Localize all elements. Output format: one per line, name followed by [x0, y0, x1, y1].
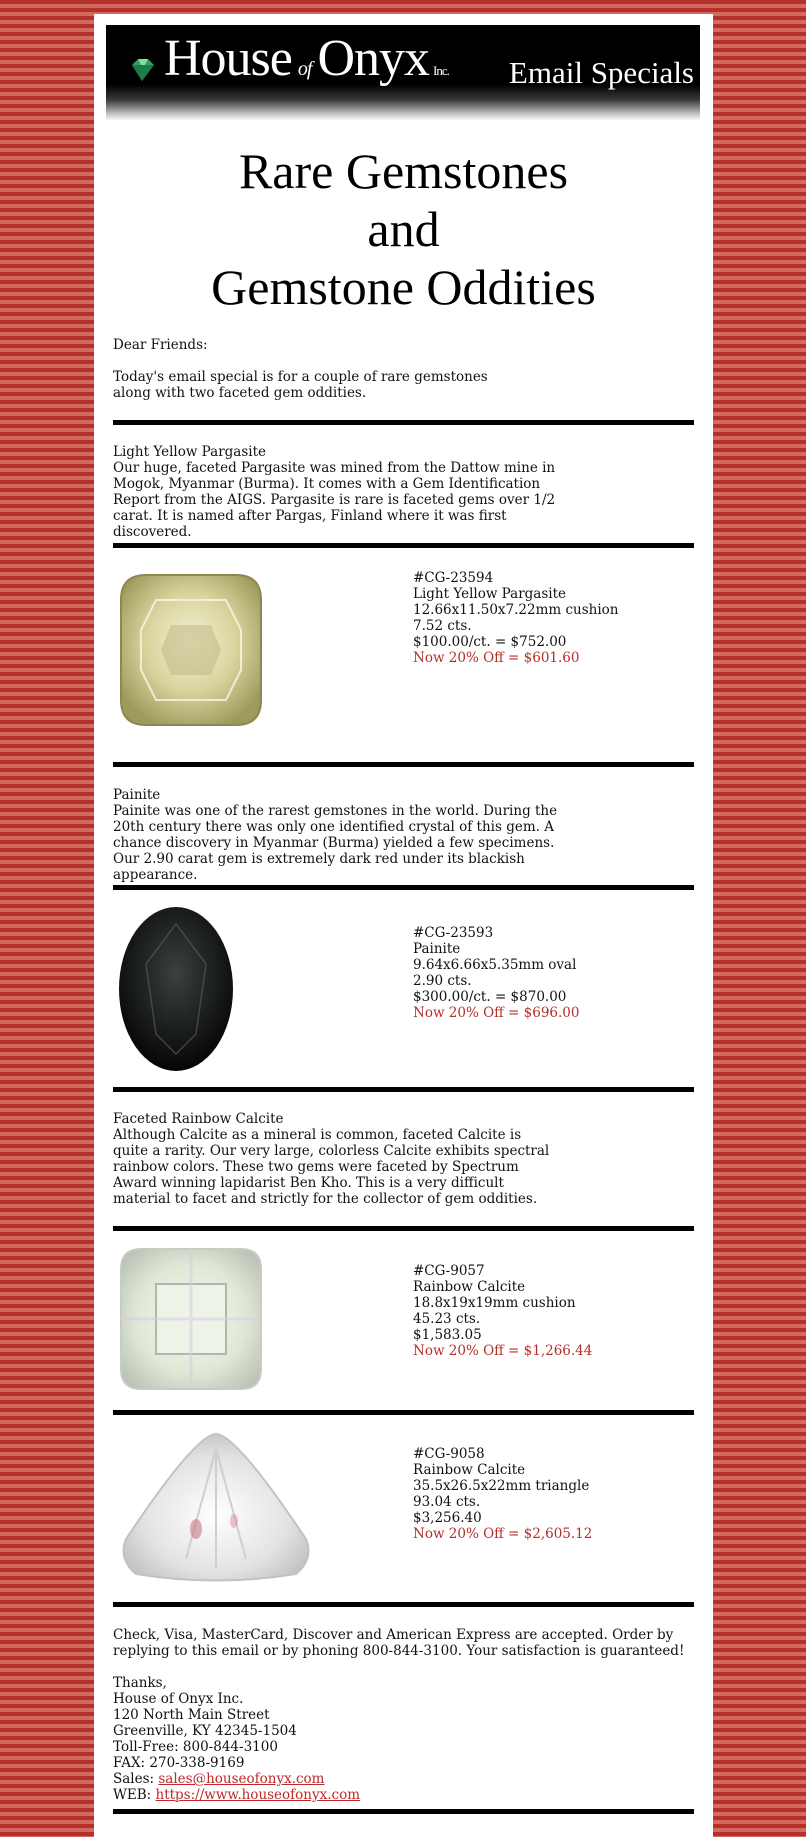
logo-house: House [164, 30, 292, 87]
pargasite-image[interactable] [116, 570, 266, 730]
painite-image[interactable] [116, 904, 236, 1074]
payment-text: Check, Visa, MasterCard, Discover and American Express are accepted. Order by replying to this email or by phoning 800-844-3100. Your satisfaction is guaranteed! [113, 1627, 685, 1659]
product-name: Rainbow Calcite [413, 1279, 526, 1295]
product-name: Painite [413, 941, 461, 957]
product-size: 18.8x19x19mm cushion [413, 1295, 576, 1311]
thanks: Thanks, [113, 1675, 167, 1691]
sales-email-link[interactable]: sales@houseofonyx.com [158, 1771, 325, 1787]
greeting: Dear Friends: [113, 337, 208, 353]
section-heading: Light Yellow Pargasite [113, 444, 267, 460]
logo-inc: Inc. [433, 63, 449, 78]
sales-label: Sales: [113, 1771, 159, 1787]
section-text: Painite was one of the rarest gemstones in the world. During the 20th century there was only one identified crystal of this gem. A chance discovery in Myanmar (Burma) yielded a few specimens. Our 2.90 carat gem is extremely dark red under its blackish appearance. [113, 803, 558, 883]
divider [113, 1809, 694, 1814]
section-painite [113, 787, 563, 883]
intro-text: Today's email special is for a couple of rare gemstones along with two faceted gem oddities. [113, 369, 488, 401]
intro [113, 337, 513, 401]
product-sale-price: Now 20% Off = $1,266.44 [413, 1343, 593, 1359]
product-sku: #CG-23593 [413, 925, 494, 941]
calcite-triangle-image[interactable] [116, 1429, 316, 1589]
title-line-3: Gemstone Oddities [211, 259, 596, 315]
product-sale-price: Now 20% Off = $601.60 [413, 650, 580, 666]
product-price: $100.00/ct. = $752.00 [413, 634, 567, 650]
title-line-1: Rare Gemstones [238, 143, 569, 199]
title-line-2: and [367, 201, 440, 257]
city-address: Greenville, KY 42345-1504 [113, 1723, 297, 1739]
product-info [413, 925, 579, 1021]
divider [113, 1602, 694, 1607]
email-specials-label: Email Specials [508, 55, 694, 90]
product-sale-price: Now 20% Off = $696.00 [413, 1005, 580, 1021]
product-size: 9.64x6.66x5.35mm oval [413, 957, 577, 973]
product-price: $3,256.40 [413, 1510, 482, 1526]
divider [113, 1226, 694, 1231]
product-weight: 45.23 cts. [413, 1311, 481, 1327]
fax: FAX: 270-338-9169 [113, 1755, 245, 1771]
product-info [413, 570, 619, 666]
section-text: Our huge, faceted Pargasite was mined from the Dattow mine in Mogok, Myanmar (Burma). It comes with a Gem Identification Report from the AIGS. Pargasite is rare is faceted gems over 1/2 carat. It is named after Pargas, Finland where it was first discovered. [113, 460, 556, 540]
product-name: Light Yellow Pargasite [413, 586, 567, 602]
logo-onyx: Onyx [317, 30, 429, 87]
street-address: 120 North Main Street [113, 1707, 270, 1723]
divider [113, 543, 694, 548]
product-name: Rainbow Calcite [413, 1462, 526, 1478]
product-sku: #CG-9058 [413, 1446, 485, 1462]
logo-of: of [297, 58, 312, 80]
calcite-cushion-image[interactable] [116, 1244, 266, 1394]
product-price: $1,583.05 [413, 1327, 482, 1343]
product-size: 12.66x11.50x7.22mm cushion [413, 602, 619, 618]
product-weight: 93.04 cts. [413, 1494, 481, 1510]
section-calcite [113, 1111, 553, 1207]
header-banner [106, 25, 700, 121]
product-sku: #CG-23594 [413, 570, 494, 586]
website-link[interactable]: https://www.houseofonyx.com [155, 1787, 361, 1803]
product-sale-price: Now 20% Off = $2,605.12 [413, 1526, 593, 1542]
web-label: WEB: [113, 1787, 156, 1803]
section-pargasite [113, 444, 563, 540]
section-heading: Faceted Rainbow Calcite [113, 1111, 284, 1127]
product-weight: 2.90 cts. [413, 973, 472, 989]
toll-free: Toll-Free: 800-844-3100 [113, 1739, 278, 1755]
email-sheet [94, 14, 713, 1837]
section-heading: Painite [113, 787, 161, 803]
footer [113, 1627, 695, 1803]
divider [113, 885, 694, 890]
divider [113, 420, 694, 425]
company-logo[interactable] [164, 30, 449, 87]
product-sku: #CG-9057 [413, 1263, 485, 1279]
divider [113, 1087, 694, 1092]
product-info [413, 1446, 592, 1542]
divider [113, 1410, 694, 1415]
product-weight: 7.52 cts. [413, 618, 472, 634]
divider [113, 762, 694, 767]
page-title [94, 142, 713, 316]
company-name: House of Onyx Inc. [113, 1691, 244, 1707]
product-price: $300.00/ct. = $870.00 [413, 989, 567, 1005]
product-size: 35.5x26.5x22mm triangle [413, 1478, 590, 1494]
product-info [413, 1263, 592, 1359]
emerald-logo-icon [128, 55, 156, 83]
sales-line [113, 1771, 695, 1787]
section-text: Although Calcite as a mineral is common, faceted Calcite is quite a rarity. Our very large, colorless Calcite exhibits spectral rainbow colors. These two gems were faceted by Spectrum Award winning lapidarist Ben Kho. This is a very difficult material to facet and strictly for the collector of gem oddities. [113, 1127, 550, 1207]
web-line [113, 1787, 695, 1803]
